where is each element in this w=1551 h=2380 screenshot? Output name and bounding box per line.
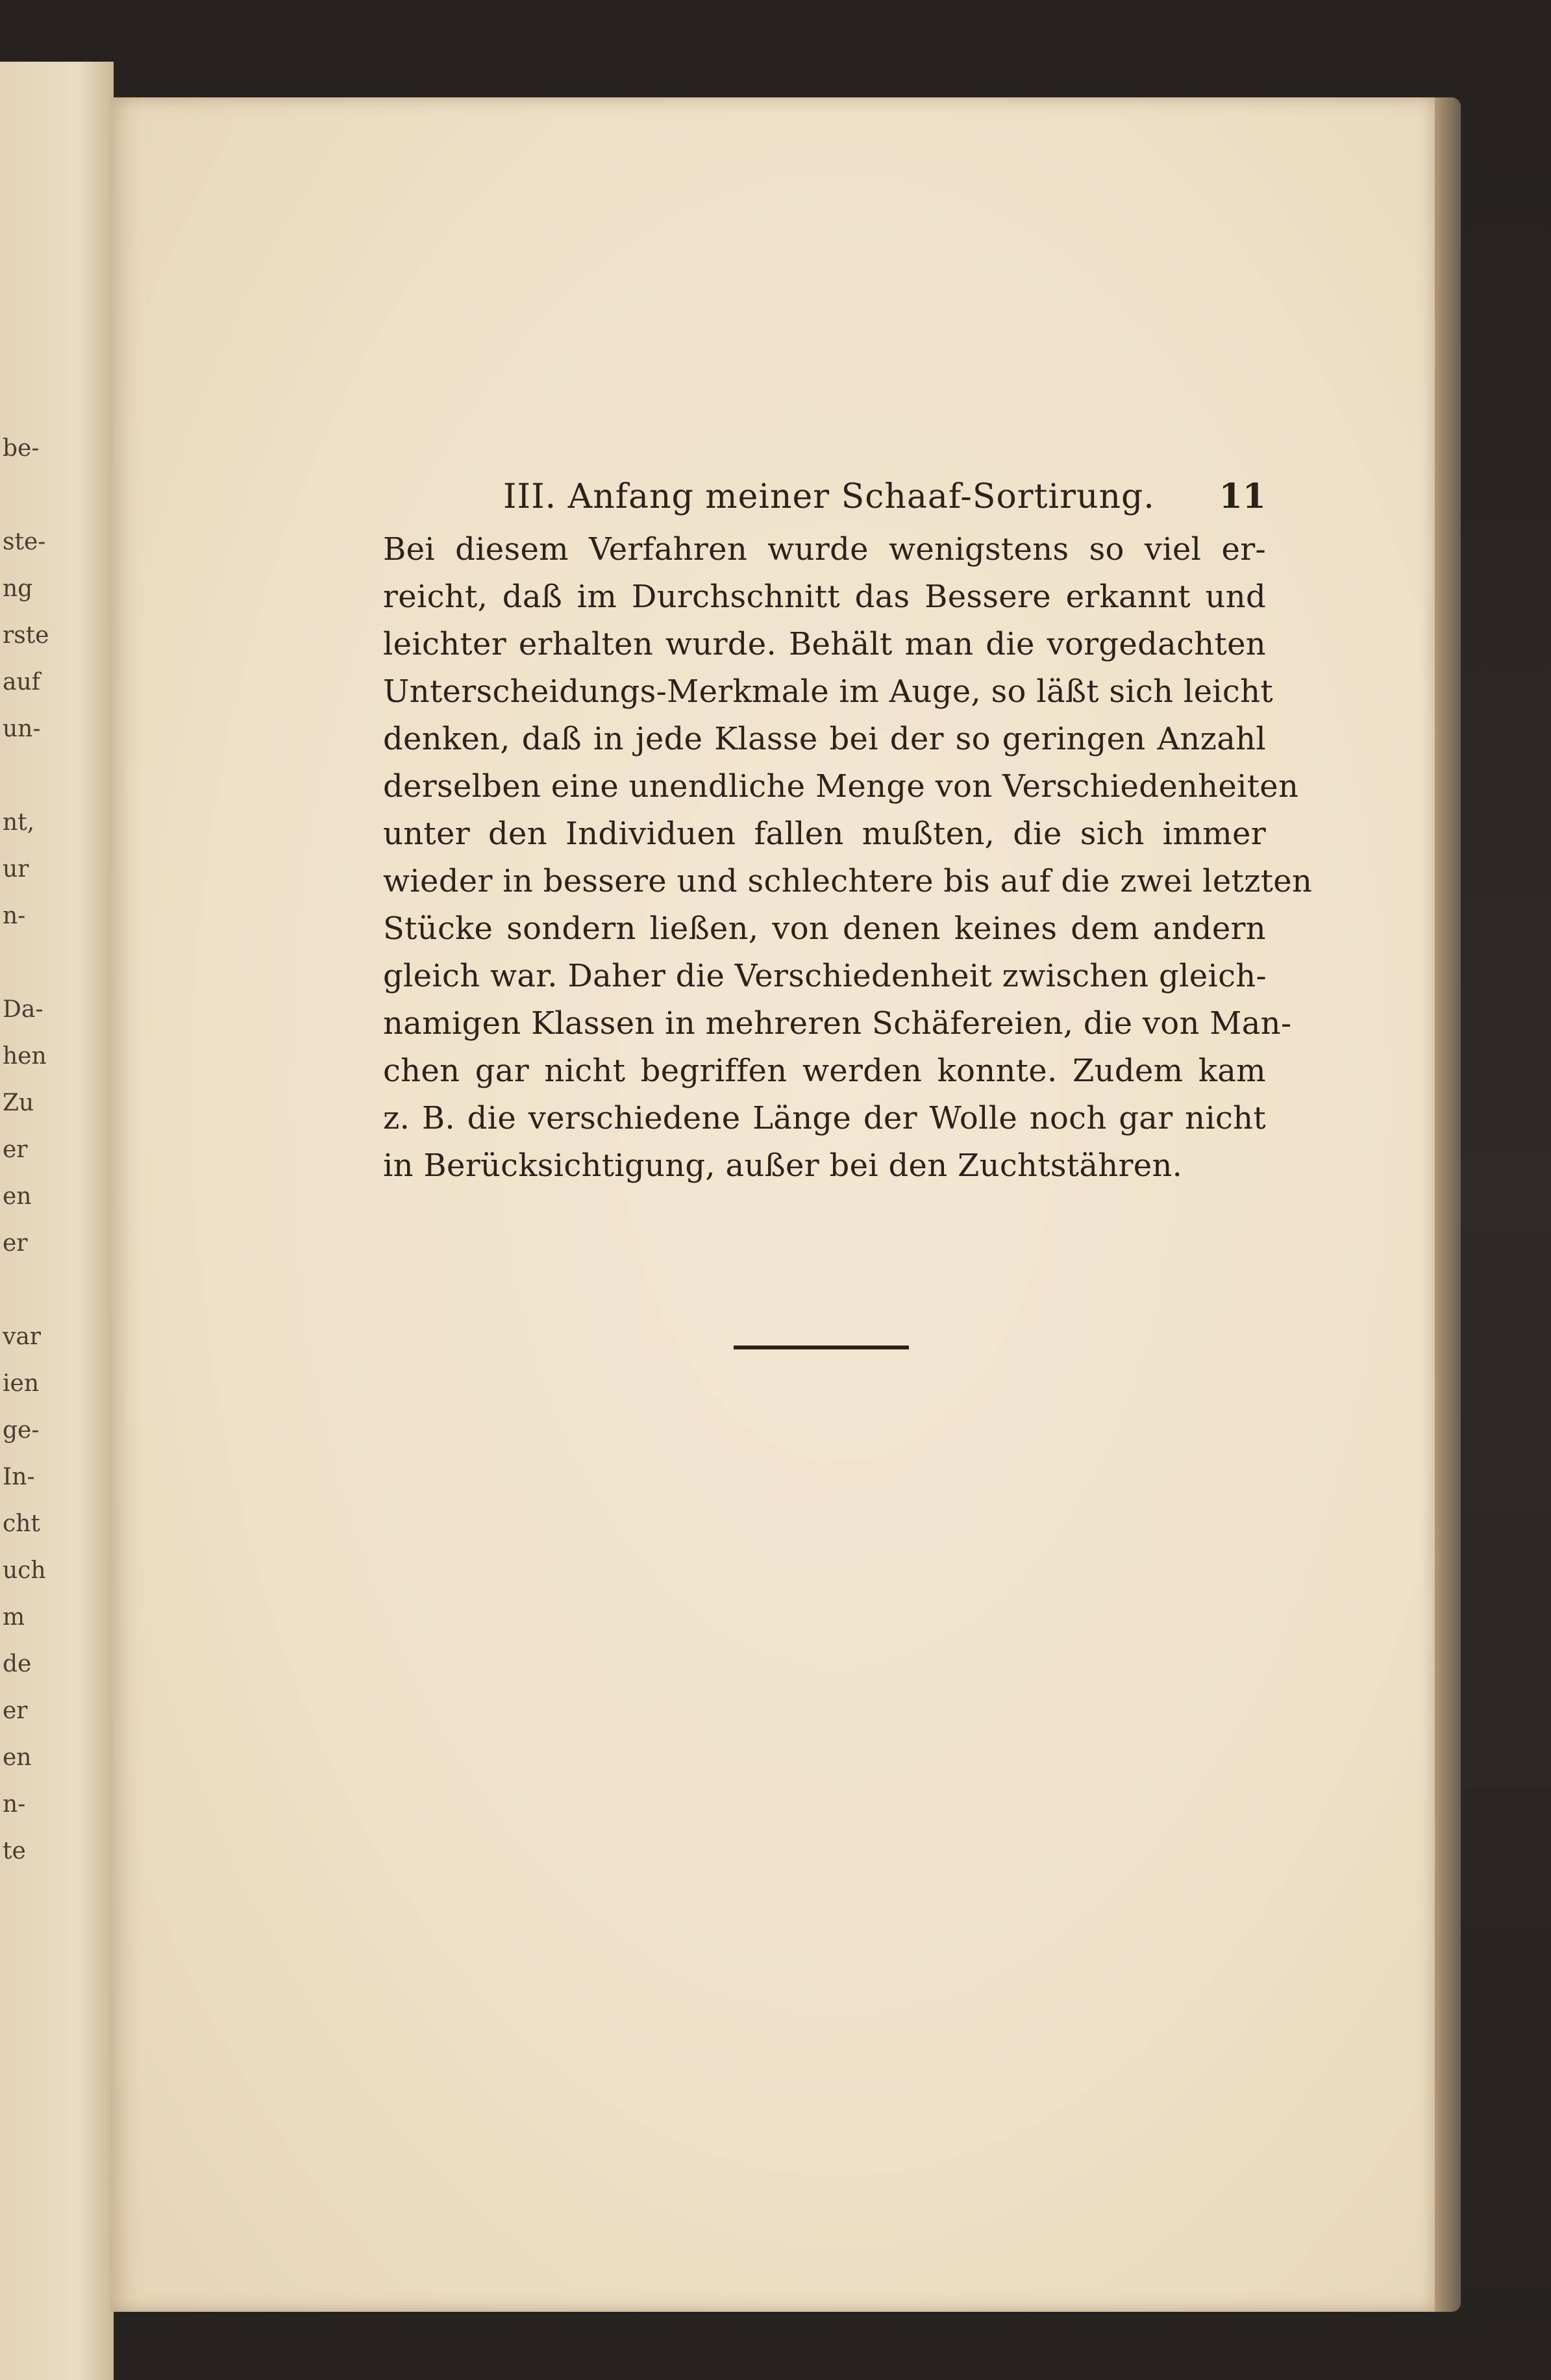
previous-page-edge <box>0 62 114 2380</box>
fragment <box>3 1267 106 1314</box>
text-line: in Berücksichtigung, außer bei den Zuchtstähren. <box>383 1147 1183 1184</box>
text-line: wieder in bessere und schlechtere bis auf die zwei letzten <box>383 863 1313 899</box>
fragment: de <box>3 1651 32 1677</box>
fragment: en <box>3 1744 32 1771</box>
text-line: unter den Individuen fallen mußten, die sich immer <box>383 816 1266 852</box>
fragment: uch <box>3 1557 46 1584</box>
text-line: derselben eine unendliche Menge von Verschiedenheiten <box>383 768 1299 805</box>
fragment: rste <box>3 622 49 649</box>
fragment: ur <box>3 856 29 883</box>
text-line: chen gar nicht begriffen werden konnte. Zudem kam <box>383 1053 1266 1089</box>
text-line: leichter erhalten wurde. Behält man die vorgedachten <box>383 626 1266 662</box>
fragment: ste- <box>3 529 46 555</box>
fragment <box>3 940 106 986</box>
fragment: cht <box>3 1510 40 1537</box>
fragment: In- <box>3 1464 35 1490</box>
fragment <box>3 472 106 519</box>
fragment: er <box>3 1230 28 1257</box>
running-header <box>383 468 1266 526</box>
text-line: Bei diesem Verfahren wurde wenigstens so viel er- <box>383 531 1266 568</box>
fragment: var <box>3 1323 42 1350</box>
fragment: ng <box>3 575 33 602</box>
fragment: auf <box>3 669 40 695</box>
fragment: un- <box>3 716 41 742</box>
chapter-title: III. Anfang meiner Schaaf-Sortirung. <box>503 477 1155 516</box>
text-line: reicht, daß im Durchschnitt das Bessere erkannt und <box>383 579 1266 615</box>
fragment: ien <box>3 1370 40 1397</box>
book-page <box>110 97 1435 2312</box>
fragment: m <box>3 1604 25 1631</box>
fragment: te <box>3 1838 26 1864</box>
fragment: ge- <box>3 1417 40 1444</box>
body-paragraph <box>383 526 1313 1190</box>
page-number: 11 <box>1219 477 1266 516</box>
fragment: hen <box>3 1043 47 1070</box>
text-line: denken, daß in jede Klasse bei der so geringen Anzahl <box>383 721 1266 757</box>
text-block <box>383 468 1313 1190</box>
fragment: Zu <box>3 1090 34 1116</box>
text-line: Stücke sondern ließen, von denen keines dem andern <box>383 910 1266 947</box>
text-line: z. B. die verschiedene Länge der Wolle noch gar nicht <box>383 1100 1266 1136</box>
fragment: en <box>3 1183 32 1210</box>
text-line: namigen Klassen in mehreren Schäfereien, die von Man- <box>383 1005 1292 1042</box>
fragment: n- <box>3 1791 26 1818</box>
section-separator-rule <box>734 1346 909 1349</box>
fragment <box>3 753 106 799</box>
text-line: Unterscheidungs-Merkmale im Auge, so läßt sich leicht <box>383 673 1273 710</box>
fragment: nt, <box>3 809 35 836</box>
fragment: er <box>3 1697 28 1724</box>
fragment: er <box>3 1136 28 1163</box>
previous-page-text <box>3 425 106 1875</box>
fragment: n- <box>3 903 26 929</box>
fragment: be- <box>3 435 40 462</box>
text-line: gleich war. Daher die Verschiedenheit zwischen gleich- <box>383 958 1267 994</box>
fragment: Da- <box>3 996 43 1023</box>
